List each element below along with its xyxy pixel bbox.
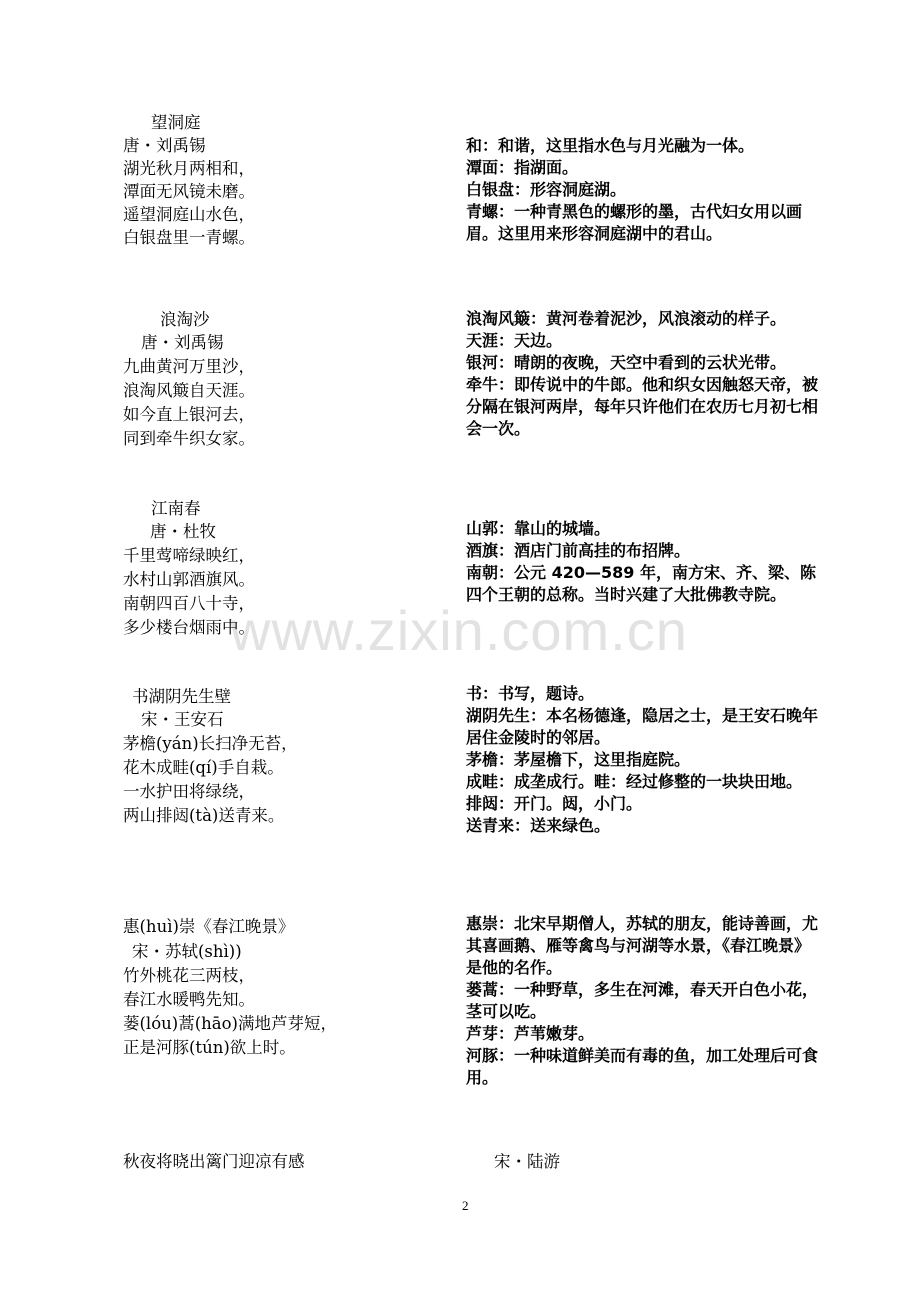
- poem-line: 遥望洞庭山水色，: [123, 205, 255, 224]
- note-item: 茅檐：茅屋檐下，这里指庭院。: [466, 750, 691, 769]
- poem-line: 两山排闼(tà)送青来。: [123, 806, 285, 825]
- poem-line: 多少楼台烟雨中。: [123, 618, 255, 637]
- poem-author: 宋・陆游: [494, 1152, 560, 1171]
- poem-line: 茅檐(yán)长扫净无苔，: [123, 734, 298, 753]
- note-item: 蒌蒿：一种野草，多生在河滩，春天开白色小花，茎可以吃。: [466, 980, 819, 1021]
- note-item: 酒旗：酒店门前高挂的布招牌。: [466, 541, 691, 560]
- note-item: 湖阴先生：本名杨德逢，隐居之士，是王安石晚年居住金陵时的邻居。: [466, 706, 819, 747]
- poem-author: 唐・刘禹锡: [141, 333, 224, 352]
- note-item: 南朝：公元 420—589 年，南方宋、齐、梁、陈四个王朝的总称。当时兴建了大批佛教寺院。: [466, 563, 816, 604]
- poem-line: 如今直上银河去，: [123, 405, 255, 424]
- note-item: 芦芽：芦苇嫩芽。: [466, 1024, 595, 1043]
- poem-title: 书湖阴先生壁: [132, 687, 231, 706]
- poem-line: 同到牵牛织女家。: [123, 429, 255, 448]
- note-item: 成畦：成垄成行。畦：经过修整的一块块田地。: [466, 772, 803, 791]
- poem-author: 宋・王安石: [141, 710, 224, 729]
- poem-line: 水村山郭酒旗风。: [123, 570, 255, 589]
- poem-line: 蒌(lóu)蒿(hāo)满地芦芽短，: [123, 1014, 337, 1033]
- note-item: 送青来：送来绿色。: [466, 816, 611, 835]
- poem-line: 潭面无风镜未磨。: [123, 182, 255, 201]
- poem-line: 浪淘风簸自天涯。: [123, 381, 255, 400]
- poem-title: 浪淘沙: [160, 310, 210, 329]
- poem-author: 宋・苏轼(shì)): [132, 942, 242, 961]
- poem-line: 白银盘里一青螺。: [123, 228, 255, 247]
- poem-line: 湖光秋月两相和，: [123, 159, 255, 178]
- poem-notes: [466, 683, 822, 837]
- poem-line: 春江水暖鸭先知。: [123, 990, 255, 1009]
- note-item: 潭面：指湖面。: [466, 158, 579, 177]
- note-item: 银河：晴朗的夜晚，天空中看到的云状光带。: [466, 353, 787, 372]
- poem-line: 一水护田将绿绕，: [123, 782, 255, 801]
- poem-notes: [466, 518, 822, 606]
- note-item: 书：书写，题诗。: [466, 684, 595, 703]
- poem-notes: [466, 308, 822, 440]
- note-item: 排闼：开门。闼，小门。: [466, 794, 643, 813]
- note-item: 河豚：一种味道鲜美而有毒的鱼，加工处理后可食用。: [466, 1046, 819, 1087]
- poem-line: 竹外桃花三两枝，: [123, 966, 255, 985]
- note-item: 白银盘：形容洞庭湖。: [466, 180, 627, 199]
- note-item: 和：和谐，这里指水色与月光融为一体。: [466, 136, 755, 155]
- poem-title: 惠(huì)崇《春江晚景》: [123, 917, 295, 936]
- poem-notes: [466, 135, 822, 245]
- poem-line: 千里莺啼绿映红，: [123, 546, 255, 565]
- note-item: 青螺：一种青黑色的螺形的墨，古代妇女用以画眉。这里用来形容洞庭湖中的君山。: [466, 202, 803, 243]
- poem-author: 唐・刘禹锡: [123, 136, 206, 155]
- note-item: 山郭：靠山的城墙。: [466, 519, 611, 538]
- poem-notes: [466, 913, 822, 1089]
- poem-author: 唐・杜牧: [150, 522, 216, 541]
- note-item: 天涯：天边。: [466, 331, 563, 350]
- poem-line: 正是河豚(tún)欲上时。: [123, 1038, 296, 1057]
- poem-title: 望洞庭: [151, 113, 201, 132]
- note-item: 牵牛：即传说中的牛郎。他和织女因触怒天帝，被分隔在银河两岸，每年只许他们在农历七月初七相会一次。: [466, 375, 819, 438]
- note-item: 惠崇：北宋早期僧人，苏轼的朋友，能诗善画，尤其喜画鹅、雁等禽鸟与河湖等水景，《春江晚景》是他的名作。: [466, 914, 819, 977]
- watermark: www.zixin.com.cn: [230, 599, 688, 662]
- poem-line: 花木成畦(qí)手自栽。: [123, 758, 284, 777]
- note-item: 浪淘风簸：黄河卷着泥沙，风浪滚动的样子。: [466, 309, 787, 328]
- poem-title: 江南春: [151, 499, 201, 518]
- poem-line: 南朝四百八十寺，: [123, 594, 255, 613]
- poem-title: 秋夜将晓出篱门迎凉有感: [123, 1152, 305, 1171]
- poem-line: 九曲黄河万里沙，: [123, 357, 255, 376]
- page-number: 2: [462, 1198, 469, 1213]
